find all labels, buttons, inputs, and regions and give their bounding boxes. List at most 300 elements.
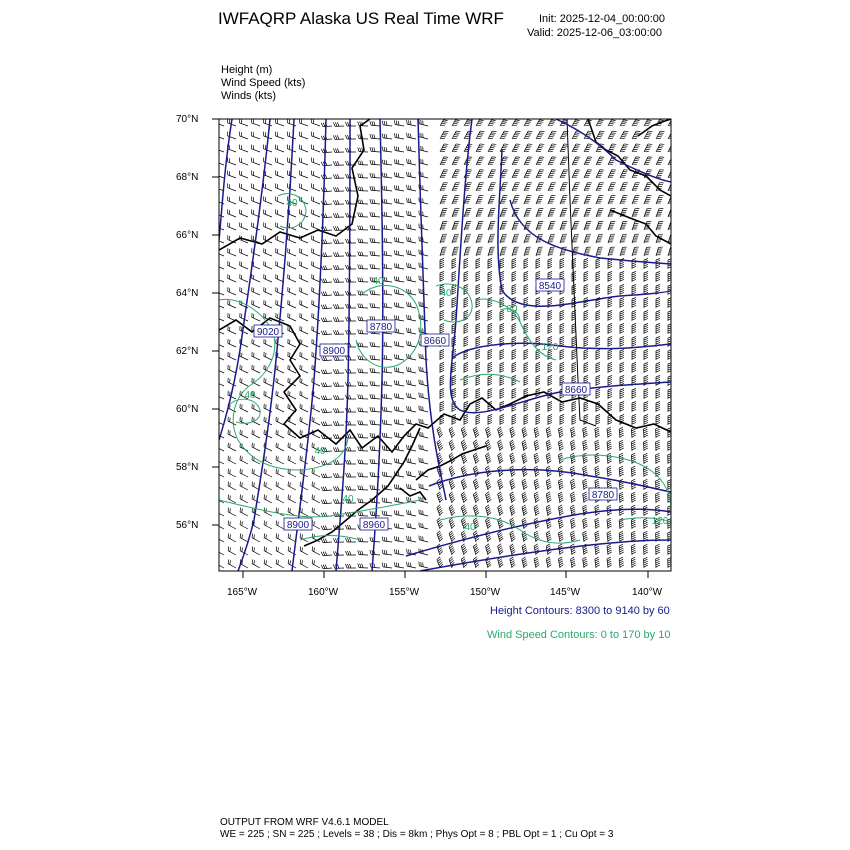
wind-barb [548,183,556,191]
wind-barb [228,533,236,542]
wind-barb [476,247,483,256]
wind-barb [596,259,600,270]
wind-barb [464,363,468,374]
wind-barb [346,330,356,334]
wind-barb [264,469,272,477]
wind-barb [512,363,516,374]
wind-barb [534,479,539,490]
wind-barb [596,389,600,400]
wind-barb [473,466,479,477]
wind-barb [346,317,356,321]
wind-barb [321,383,332,387]
wind-barb [252,469,260,477]
wind-barb [228,559,236,568]
wind-barb [333,174,344,178]
wind-barb [461,440,467,451]
wind-barb [620,247,627,256]
wind-barb [300,261,308,269]
wind-barb [300,456,308,464]
wind-barb [333,291,344,295]
wind-barb [321,162,332,166]
wind-barb [419,431,428,438]
wind-barb [312,132,320,139]
wind-barb [216,546,224,555]
wind-barb [333,408,344,412]
wind-barb [476,170,484,178]
wind-barb [536,259,540,270]
wind-barb [321,188,332,192]
wind-barb [620,183,628,191]
wind-barb [321,500,332,504]
wind-barb [407,562,416,568]
lon-label: 140°W [632,587,663,598]
wind-barb [558,505,563,516]
wind-barb [264,352,272,360]
wind-barb [596,376,600,387]
wind-barb [394,146,404,152]
wind-barb [419,405,428,412]
wind-barb [643,440,647,451]
wind-barb [524,285,528,296]
wind-barb [440,259,444,270]
wind-label: 120 [651,516,669,527]
wind-barb [656,170,664,178]
wind-barb [488,389,492,400]
wind-barb [488,272,492,283]
wind-barb [620,285,624,296]
wind-barb [620,144,628,152]
wind-barb [452,170,460,178]
wind-barb [632,402,636,413]
wind-barb [370,212,380,217]
wind-barb [512,170,520,178]
wind-barb [312,248,320,256]
wind-barb [440,247,447,256]
wind-barb [512,376,516,387]
wind-barb [510,479,515,490]
wind-barb [228,261,236,269]
wind-barb [252,559,260,568]
wind-barb [333,382,344,386]
wind-barb [488,157,496,165]
wind-barb [228,196,236,204]
wind-barb [548,209,555,217]
wind-barb [596,157,604,165]
wind-barb [596,350,600,361]
wind-barb [321,292,332,296]
wind-barb [595,518,600,529]
wind-barb [276,546,284,555]
wind-barb [370,420,380,425]
wind-barb [524,221,531,230]
wind-barb [548,415,552,426]
wind-barb [240,132,248,139]
wind-barb [546,479,551,490]
wind-barb [619,544,624,555]
wind-barb [488,311,492,322]
wind-barb [449,531,455,542]
wind-barb [536,157,544,165]
wind-barb [437,531,443,542]
wind-barb [596,131,604,139]
wind-barb [216,119,224,126]
wind-barb [632,183,640,191]
wind-barb [560,183,568,191]
wind-barb [644,272,648,283]
wind-barb [370,264,380,269]
wind-barb [312,546,320,555]
wind-barb [473,427,479,438]
wind-barb [631,531,636,542]
wind-barb [500,337,504,348]
wind-barb [498,505,504,516]
wind-barb [228,274,236,282]
wind-barb [620,221,627,230]
wind-barb [452,376,456,387]
wind-barb [596,311,600,322]
wind-barb [394,419,404,425]
wind-barb [500,324,504,335]
wind-barb [656,144,664,152]
wind-barb [264,119,272,126]
wind-barb [464,131,472,139]
wind-barb [534,492,539,503]
wind-barb [461,427,467,438]
wind-barb [252,222,260,230]
wind-barb [558,557,563,568]
wind-barb [584,285,588,296]
wind-barb [632,157,640,165]
wind-barb [419,379,428,386]
wind-barb [240,145,248,152]
wind-barb [312,365,320,373]
wind-barb [656,376,660,387]
wind-barb [240,158,248,165]
wind-barb [476,144,484,152]
wind-barb [583,440,588,451]
wind-barb [534,544,539,555]
wind-barb [548,259,552,270]
wind-barb [382,550,392,555]
wind-barb [394,341,404,347]
wind-barb [560,311,564,322]
wind-barb [596,234,603,243]
wind-barb [394,354,404,360]
wind-barb [596,183,604,191]
wind-barb [548,376,552,387]
wind-barb [252,546,260,555]
wind-barb [620,389,624,400]
wind-barb [440,298,444,309]
wind-barb [596,337,600,348]
wind-barb [228,469,236,477]
wind-barb [608,196,616,204]
wind-barb [632,363,636,374]
lat-label: 66°N [176,230,199,241]
wind-barb [300,170,308,178]
wind-barb [632,247,639,256]
wind-barb [240,456,248,464]
wind-barb [216,352,224,360]
wind-barb [264,248,272,256]
wind-barb [644,131,652,139]
wind-barb [571,453,576,464]
wind-barb [382,290,392,295]
wind-barb [488,183,496,191]
wind-barb [228,248,236,256]
wind-barb [631,440,636,451]
wind-barb [358,460,368,464]
wind-barb [500,389,504,400]
wind-barb [632,415,636,426]
wind-barb [276,235,284,243]
wind-barb [596,363,600,374]
wind-barb [485,440,491,451]
wind-barb [333,460,344,464]
wind-label: 120 [541,342,559,353]
wind-barb [595,466,600,477]
wind-barb [560,324,564,335]
wind-barb [276,391,284,399]
wind-barb [252,339,260,347]
wind-barb [300,352,308,360]
wind-barb [300,404,308,412]
wind-barb [644,350,648,361]
wind-barb [346,252,356,256]
wind-barb [300,365,308,373]
wind-barb [473,505,479,516]
wind-barb [584,144,592,152]
wind-barb [370,225,380,230]
wind-barb [394,224,404,230]
wind-barb [644,298,648,309]
wind-barb [546,453,551,464]
wind-barb [536,144,544,152]
wind-barb [276,209,284,217]
wind-barb [440,157,448,165]
wind-barb [321,474,332,478]
lat-label: 60°N [176,404,199,415]
wind-barb [572,363,576,374]
wind-barb [300,183,308,191]
wind-barb [632,196,640,204]
wind-barb [608,376,612,387]
wind-barb [382,407,392,412]
wind-barb [608,247,615,256]
wind-barb [548,221,555,230]
wind-barb [276,430,284,438]
wind-barb [382,342,392,347]
wind-barb [240,287,248,295]
wind-barb [321,253,332,257]
wind-barb [252,158,260,165]
wind-barb [288,248,296,256]
wind-barb [333,265,344,269]
wind-barb [440,144,448,152]
wind-barb [288,119,296,126]
wind-barb [312,158,320,165]
wind-label: 40 [372,276,384,287]
wind-barb [382,459,392,464]
wind-barb [370,251,380,256]
wind-barb [276,443,284,451]
wind-barb [394,211,404,217]
wind-barb [632,311,636,322]
wind-barb [440,272,444,283]
wind-barb [572,157,580,165]
wind-barb [437,492,443,503]
wind-barb [522,479,527,490]
wind-barb [500,234,507,243]
wind-barb [560,350,564,361]
wind-barb [312,274,320,282]
wind-barb [476,363,480,374]
wind-barb [394,159,404,165]
wind-barb [500,183,508,191]
wind-barb [394,276,404,282]
wind-barb [607,453,612,464]
wind-barb [619,440,624,451]
wind-barb [300,287,308,295]
wind-barb [510,544,515,555]
wind-label: 40 [440,288,452,299]
wind-barb [228,287,236,295]
wind-barb [656,557,660,568]
wind-barb [394,185,404,191]
wind-barb [584,298,588,309]
wind-barb [228,352,236,360]
wind-barb [333,395,344,399]
wind-barb [394,120,404,126]
wind-barb [321,149,332,153]
wind-barb [464,415,468,426]
wind-barb [407,276,416,282]
wind-barb [548,311,552,322]
wind-barb [522,466,527,477]
wind-barb [476,259,480,270]
wind-barb [632,272,636,283]
wind-barb [228,417,236,425]
wind-barb [288,533,296,542]
wind-barb [370,563,380,568]
wind-barb [419,236,428,243]
wind-barb [596,272,600,283]
wind-barb [449,466,455,477]
wind-barb [394,380,404,386]
wind-barb [346,564,356,568]
wind-barb [321,487,332,491]
wind-barb [644,259,648,270]
wind-barb [449,440,455,451]
wind-barb [333,122,344,126]
wind-barb [264,261,272,269]
wind-barb [632,350,636,361]
wind-barb [407,302,416,308]
wind-barb [300,145,308,152]
wind-barb [407,328,416,334]
wind-barb [276,196,284,204]
wind-barb [346,356,356,360]
wind-barb [656,453,660,464]
wind-barb [631,427,636,438]
wind-barb [358,421,368,425]
wind-barb [240,248,248,256]
wind-barb [407,536,416,542]
wind-barb [560,157,568,165]
wind-barb [534,453,539,464]
wind-barb [358,239,368,243]
wind-barb [452,247,459,256]
wind-barb [596,209,603,217]
wind-barb [619,492,624,503]
wind-barb [512,144,520,152]
wind-barb [512,350,516,361]
wind-barb [358,200,368,204]
wind-barb [461,492,467,503]
wind-barb [276,222,284,230]
wind-barb [288,261,296,269]
wind-barb [524,363,528,374]
wind-barb [437,440,443,451]
wind-barb [358,252,368,256]
wind-barb [216,404,224,412]
lat-label: 58°N [176,462,199,473]
wind-barb [333,187,344,191]
wind-barb [321,370,332,374]
wind-barb [560,363,564,374]
wind-barb [346,148,356,152]
wind-barb [321,539,332,543]
wind-barb [631,505,636,516]
wind-barb [476,389,480,400]
wind-barb [252,430,260,438]
wind-barb [252,365,260,373]
height-label: 8900 [286,520,310,531]
wind-barb [216,365,224,373]
wind-barb [572,131,580,139]
wind-barb [536,170,544,178]
wind-barb [312,145,320,152]
wind-barb [252,300,260,308]
wind-barb [583,492,588,503]
wind-barb [608,209,615,217]
wind-barb [607,518,612,529]
wind-barb [276,495,284,503]
wind-barb [370,303,380,308]
wind-barb [276,365,284,373]
wind-barb [276,404,284,412]
wind-barb [382,251,392,256]
wind-barb [264,209,272,217]
wind-barb [276,170,284,178]
wind-barb [382,394,392,399]
wind-barb [300,300,308,308]
wind-barb [464,272,468,283]
wind-barb [382,433,392,438]
wind-barb [644,363,648,374]
wind-barb [452,259,456,270]
wind-barb [608,363,612,374]
wind-barb [407,133,416,139]
wind-barb [419,522,428,529]
wind-barb [252,132,260,139]
wind-barb [452,144,460,152]
wind-barb [216,533,224,542]
wind-barb [440,324,444,335]
wind-barb [607,427,612,438]
wind-barb [300,274,308,282]
wind-barb [608,389,612,400]
